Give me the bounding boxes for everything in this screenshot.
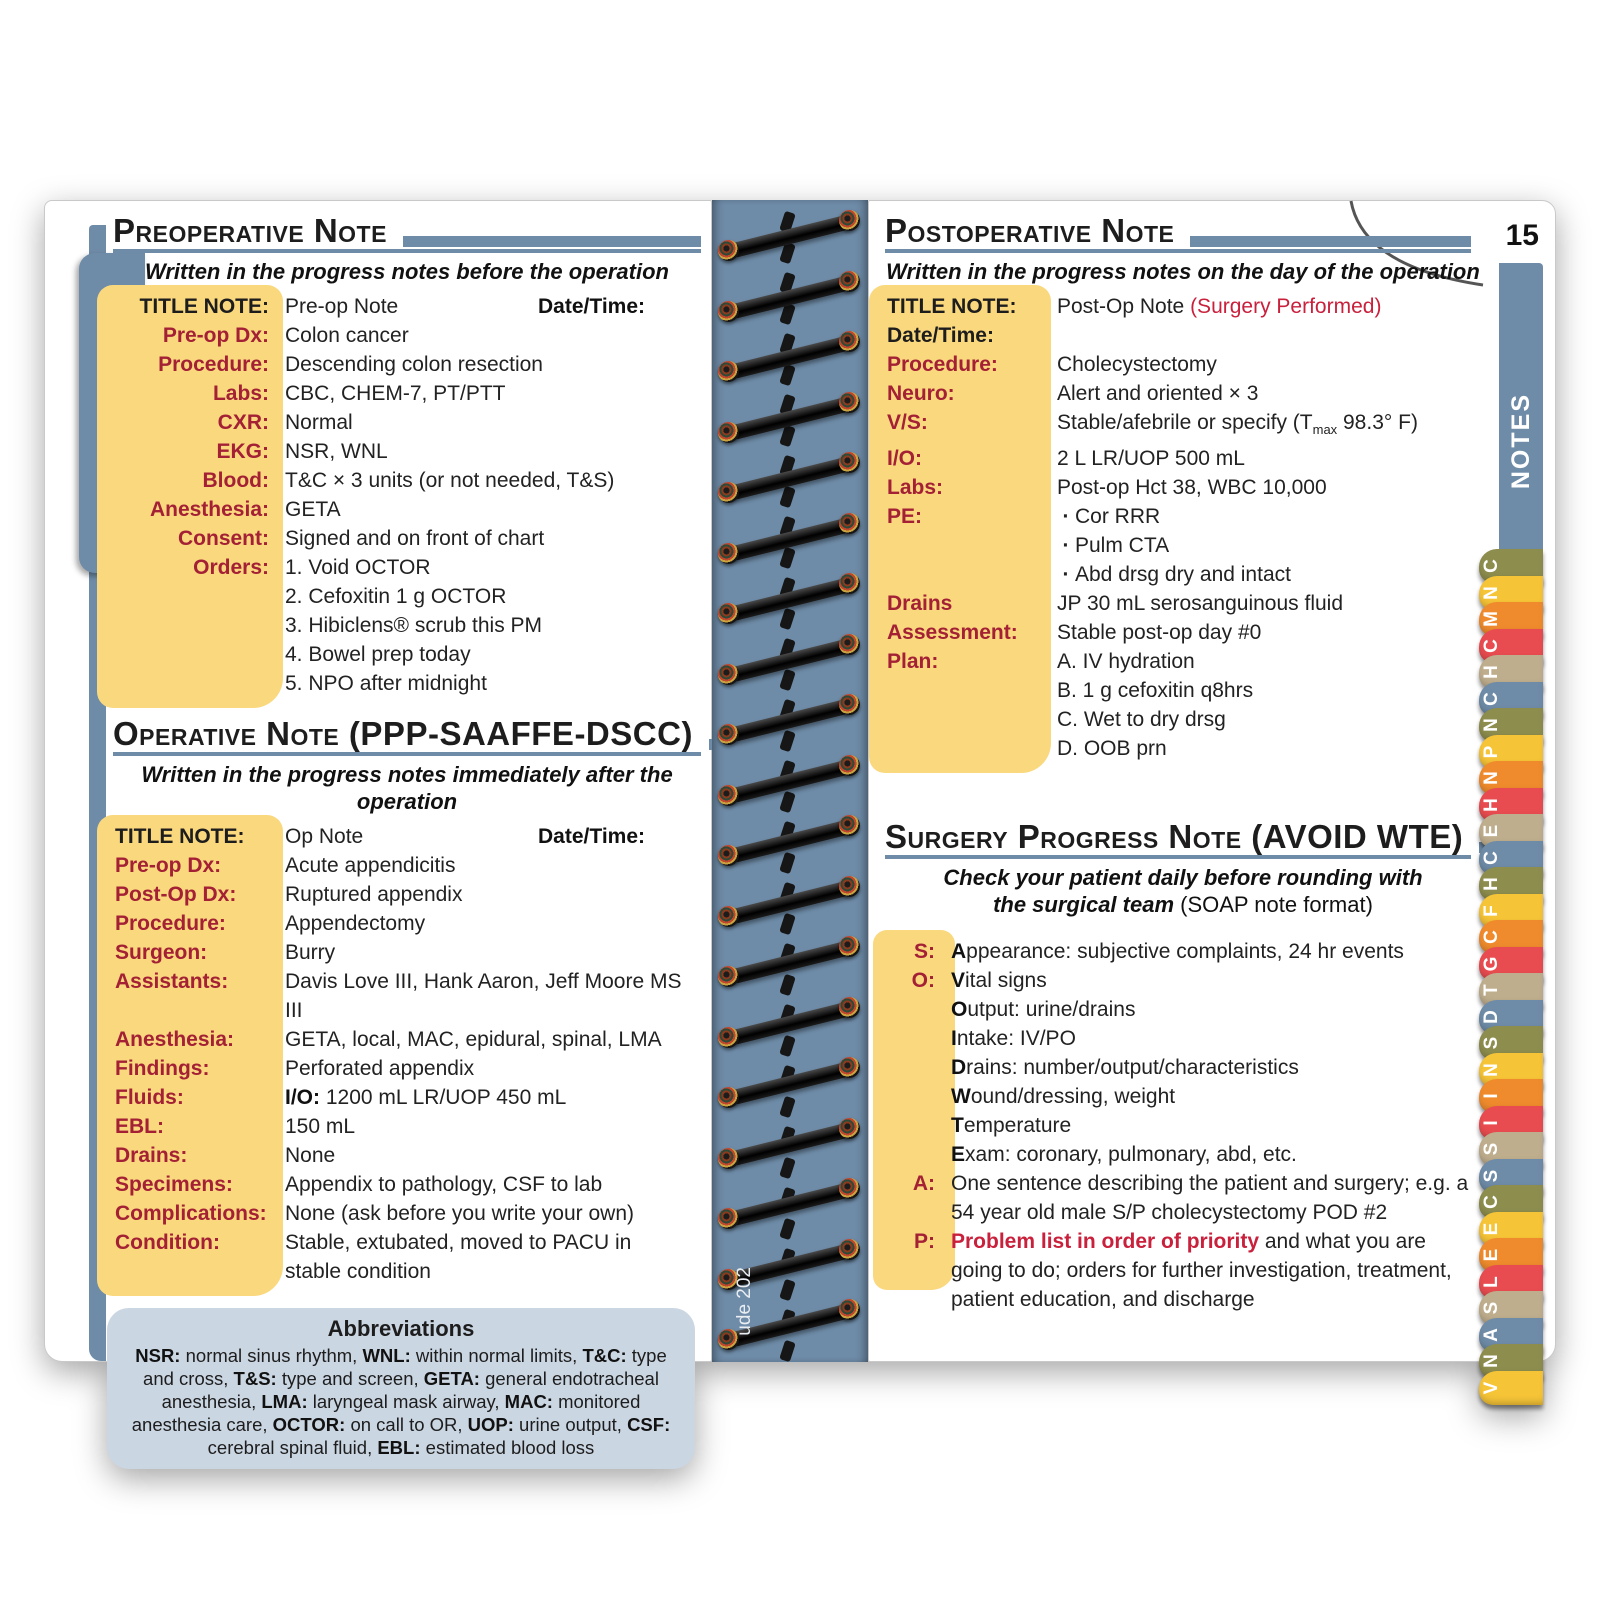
spiral-coil [716,692,864,750]
spiral-coil [716,450,864,508]
section-tab-letter: N [1481,1062,1502,1077]
section-tab-letter: E [1481,1248,1502,1262]
coil-tube [728,1061,852,1106]
section-tab-letter: F [1481,904,1502,917]
spiral-coil [716,208,864,266]
header-rule-bar [1190,236,1471,247]
table-row: Labs: Post-op Hct 38, WBC 10,000 [887,476,1327,500]
section-header [885,819,1471,859]
abbreviations-text: NSR: normal sinus rhythm, WNL: within normal limits, T&C: type and cross, T&S: type and screen, GETA: general endotracheal anesthesia, LMA: laryngeal mask airway, MAC: monitored anesthesia care, OCTOR: on call to OR, UOP: urine output, CSF: cerebral spinal fluid, EBL: estimated blood loss [131,1345,671,1458]
coil-end-cap [839,815,860,836]
left-page [44,200,712,1458]
coil-end-cap [839,1299,860,1320]
section-tab-letter: C [1481,559,1502,573]
coil-tube [728,698,852,743]
table-row: Findings: Perforated appendix [115,1057,475,1080]
table-row: TITLE NOTE: Post-Op Note (Surgery Performed) [887,295,1382,318]
notes-band-label: NOTES [1507,393,1535,490]
table-row: Drains JP 30 mL serosanguinous fluid [887,592,1344,616]
coil-end-cap [718,845,739,866]
coil-tube [728,1001,852,1046]
postoperative-note-section [885,213,1481,763]
bullet-icon: · [1062,534,1070,558]
abbreviations-box [107,1308,695,1469]
coil-end-cap [718,422,739,443]
table-row: Anesthesia: GETA [149,498,341,521]
open-spiral-book [44,200,1556,1458]
section-tab-letter: S [1481,1169,1502,1182]
section-tab-letter: N [1481,585,1502,600]
spiral-coil [716,269,864,327]
section-tab-letter: C [1481,1195,1502,1209]
coil-tube [728,1122,852,1167]
table-row: B. 1 g cefoxitin q8hrs [1057,679,1254,703]
table-row: C. Wet to dry drsg [1057,708,1226,732]
coil-end-cap [839,634,860,655]
coil-end-cap [839,694,860,715]
section-tab-letter: L [1481,1275,1502,1288]
table-row: · Abd drsg dry and intact [885,560,1481,589]
section-tab-letter: N [1481,771,1502,785]
table-row: Post-Op Dx: Ruptured appendix [115,883,463,906]
table-row: Orders: 1. Void OCTOR [193,556,431,579]
preop-subtitle: Written in the progress notes before the operation [145,259,669,284]
opnote-table [113,822,701,1286]
section-tab-letter: M [1481,611,1502,627]
table-row: CXR: Normal [217,411,353,434]
table-row: 5. NPO after midnight [285,672,487,695]
coil-end-cap [839,1057,860,1078]
coil-tube [728,396,852,441]
abbreviations-title: Abbreviations [327,1316,475,1341]
spiral-coil [716,753,864,811]
coil-end-cap [718,603,739,624]
coil-tube [728,1182,852,1227]
coil-end-cap [839,392,860,413]
coil-tube [728,880,852,925]
table-row: EBL: 150 mL [115,1115,356,1138]
coil-end-cap [718,664,739,685]
section-tab-letter: T [1481,984,1502,996]
coil-end-cap [718,1027,739,1048]
section-tab-letter: H [1481,665,1502,679]
table-row: Assistants: Davis Love III, Hank Aaron, Jeff Moore MS III [115,970,682,1022]
coil-end-cap [839,1239,860,1260]
coil-end-cap [718,482,739,503]
coil-end-cap [718,785,739,806]
opnote-title: Operative Note (PPP-SAAFFE-DSCC) [113,715,693,752]
opnote-subtitle: Written in the progress notes immediately after the operation [141,762,673,814]
table-row: Condition: Stable, extubated, moved to PACU in stable condition [115,1231,632,1283]
table-row: V/S: Stable/afebrile or specify ($T_{max}$ 98.3° F) [887,411,1418,438]
bullet-icon: · [1062,505,1070,529]
table-row: Specimens: Appendix to pathology, CSF to lab [115,1173,603,1196]
coil-end-cap [839,573,860,594]
table-row: Procedure: Descending colon resection [158,353,543,376]
preop-table [113,292,701,698]
spiral-coil [716,390,864,448]
coil-tube [728,214,852,259]
coil-end-cap [718,906,739,927]
table-row: Wound/dressing, weight [951,1085,1176,1109]
spiral-coil [716,1116,864,1174]
coil-end-cap [718,361,739,382]
table-row: Temperature [951,1114,1072,1138]
table-row: Labs: CBC, CHEM-7, PT/PTT [212,382,506,405]
coil-tube [728,275,852,320]
section-tab-letter: P [1481,745,1502,758]
soap-table [885,937,1481,1314]
preop-title: Preoperative Note [113,212,387,249]
table-row: 3. Hibiclens® scrub this PM [285,614,543,637]
spiral-binding [712,200,868,1362]
spacer [885,925,1481,933]
progress-title: Surgery Progress Note (AVOID WTE) [885,818,1464,856]
table-row: A: One sentence describing the patient and surgery; e.g. a 54 year old male S/P cholecystectomy POD #2 [912,1172,1469,1225]
coil-tube [728,940,852,985]
coil-end-cap [718,724,739,745]
section-tab-letter: C [1481,691,1502,706]
section-header [113,213,701,253]
spiral-coil [716,329,864,387]
table-row: Assessment: Stable post-op day #0 [887,621,1262,645]
coil-tube [728,759,852,804]
table-row: P: Problem list in order of priority and what you are going to do; orders for further investigation, treatment, patient education, and discharge [914,1230,1452,1312]
coil-tube [728,517,852,562]
coil-tube [728,577,852,622]
table-row: Intake: IV/PO [951,1027,1076,1051]
coil-end-cap [718,301,739,322]
coil-end-cap [718,1148,739,1169]
section-header [113,716,701,756]
coil-end-cap [718,966,739,987]
table-row: Date/Time: [887,324,994,347]
section-tab-letter: I [1481,1119,1502,1126]
table-row: 2. Cefoxitin 1 g OCTOR [285,585,507,608]
section-tab-letter: C [1481,638,1502,653]
coil-tube [728,335,852,380]
section-tab-v-31 [1479,1371,1543,1405]
table-row: Exam: coronary, pulmonary, abd, etc. [951,1143,1297,1167]
spiral-coil [716,874,864,932]
spiral-coil [716,571,864,629]
operative-note-section [113,716,701,1286]
page-number: 15 [1505,219,1539,252]
section-tab-letter: S [1481,1142,1502,1156]
spiral-coil [716,995,864,1053]
section-tab-letter: N [1481,718,1502,732]
spiral-coil [716,934,864,992]
header-rule-bar [403,236,701,247]
table-row: O: Vital signs [911,969,1047,993]
table-row: TITLE NOTE: Pre-op Note Date/Time: [113,292,701,321]
table-row: Consent: Signed and on front of chart [178,527,545,550]
table-row: 4. Bowel prep today [285,643,471,666]
coil-end-cap [839,1178,860,1199]
section-tab-letter: H [1481,797,1502,812]
table-row: Fluids: I/O: 1200 mL LR/UOP 450 mL [115,1086,567,1109]
section-tab-letter: C [1481,930,1502,944]
section-tab-letter: H [1481,877,1502,891]
right-page [868,200,1556,1394]
table-row: S: Appearance: subjective complaints, 24 hr events [914,940,1404,964]
section-header [885,213,1471,253]
spiral-coil [716,1055,864,1113]
spiral-coil [716,632,864,690]
coil-end-cap [839,936,860,957]
table-row: PE: · Cor RRR [885,502,1481,531]
coil-end-cap [839,513,860,534]
table-row: Complications: None (ask before you write your own) [115,1202,634,1225]
spiral-coil [716,1176,864,1234]
table-row: Neuro: Alert and oriented × 3 [887,382,1259,405]
coil-end-cap [839,331,860,352]
section-tab-letter: G [1481,956,1502,971]
datetime-label: Date/Time: [538,825,645,848]
section-tab-letter: C [1481,850,1502,865]
table-row: TITLE NOTE: Op Note Date/Time: [113,822,701,851]
section-tab-letter: E [1481,824,1502,838]
table-row: · Pulm CTA [885,531,1481,560]
table-row: Pre-op Dx: Acute appendicitis [115,854,456,877]
table-row: Output: urine/drains [951,998,1136,1022]
postop-title: Postoperative Note [885,212,1175,249]
coil-end-cap [839,997,860,1018]
table-row: EKG: NSR, WNL [216,440,388,463]
progress-subtitle: Check your patient daily before rounding with the surgical team (SOAP note format) [943,865,1423,918]
table-row: Anesthesia: GETA, local, MAC, epidural, spinal, LMA [115,1028,662,1051]
datetime-label: Date/Time: [538,295,645,318]
section-tab-letter: V [1481,1381,1502,1394]
coil-end-cap [718,240,739,261]
section-tab-letter: I [1481,1093,1502,1099]
table-row: Pre-op Dx: Colon cancer [162,324,409,347]
surgery-performed-note: (Surgery Performed) [1190,295,1382,318]
section-tab-letter: S [1481,1301,1502,1315]
table-row: Surgeon: Burry [115,941,336,964]
table-row: Procedure: Appendectomy [115,912,426,935]
coil-end-cap [718,1087,739,1108]
bullet-icon: · [1062,563,1070,587]
table-row: D. OOB prn [1057,737,1167,761]
section-tab-letter: N [1481,1354,1502,1368]
postop-subtitle: Written in the progress notes on the day of the operation [886,259,1480,284]
section-tab-letter: D [1481,1009,1502,1024]
table-row: Drains: number/output/characteristics [951,1056,1299,1080]
table-row: Plan: A. IV hydration [887,650,1195,674]
section-tab-letter: S [1481,1036,1502,1050]
section-tab-letter: E [1481,1222,1502,1235]
coil-end-cap [839,271,860,292]
spine-text: ude 202 [734,1267,755,1336]
spiral-coil [716,813,864,871]
postop-table [885,292,1481,763]
coil-end-cap [839,876,860,897]
table-row: Blood: T&C × 3 units (or not needed, T&S) [202,469,615,492]
table-row: I/O: 2 L LR/UOP 500 mL [887,447,1245,471]
surgery-progress-note-section [885,819,1481,1314]
coil-end-cap [839,1118,860,1139]
table-row: Drains: None [115,1144,336,1167]
coil-tube [728,638,852,683]
coil-tube [728,819,852,864]
coil-end-cap [839,755,860,776]
coil-tube [728,456,852,501]
coil-end-cap [839,210,860,231]
coil-end-cap [839,452,860,473]
coil-end-cap [718,1208,739,1229]
coil-end-cap [718,543,739,564]
spiral-coil [716,511,864,569]
table-row: Procedure: Cholecystectomy [887,353,1217,376]
section-tab-letter: A [1481,1327,1502,1342]
preoperative-note-section [113,213,701,698]
